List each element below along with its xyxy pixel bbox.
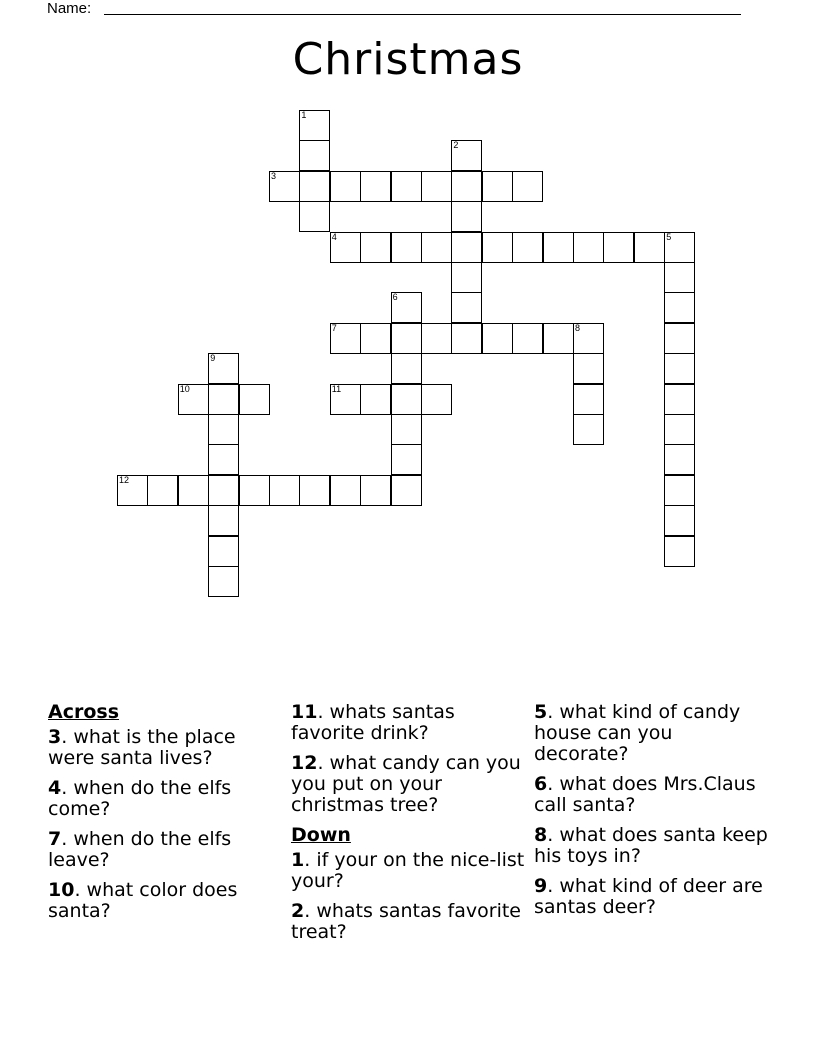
clue-text: what is the place were santa lives?: [48, 726, 236, 769]
clue-across-10: 10. what color does santa?: [48, 879, 238, 922]
clue-number: 9: [534, 875, 548, 897]
clue-down-8: 8. what does santa keep his toys in?: [534, 824, 768, 867]
grid-cell[interactable]: [299, 475, 330, 506]
clue-across-12: 12. what candy can you you put on your christmas tree?: [291, 752, 521, 816]
clue-number: 5: [534, 701, 548, 723]
grid-cell[interactable]: [664, 292, 695, 323]
grid-cell[interactable]: [208, 566, 239, 597]
across-heading: Across: [48, 701, 120, 723]
clue-number: 4: [48, 777, 62, 799]
clue-text: what does santa keep his toys in?: [534, 824, 768, 867]
cell-number: 12: [119, 474, 130, 485]
grid-cell[interactable]: [360, 475, 391, 506]
clue-text: whats santas favorite drink?: [291, 701, 455, 744]
grid-cell[interactable]: [482, 323, 513, 354]
grid-cell[interactable]: [330, 475, 361, 506]
grid-cell[interactable]: [634, 232, 665, 263]
page-title: Christmas: [292, 34, 524, 85]
cell-number: 2: [453, 140, 459, 151]
clue-across-3: 3. what is the place were santa lives?: [48, 726, 236, 769]
grid-cell[interactable]: [391, 232, 422, 263]
grid-cell[interactable]: [512, 232, 543, 263]
clue-text: whats santas favorite treat?: [291, 900, 521, 943]
grid-cell[interactable]: [573, 384, 604, 415]
grid-cell[interactable]: [299, 140, 330, 171]
clues-column-3: [534, 702, 769, 927]
grid-cell[interactable]: [451, 292, 482, 323]
grid-cell[interactable]: [482, 232, 513, 263]
grid-cell[interactable]: [451, 323, 482, 354]
grid-cell[interactable]: [208, 353, 239, 384]
grid-cell[interactable]: [208, 444, 239, 475]
cell-number: 1: [301, 110, 307, 120]
clue-down-6: 6. what does Mrs.Claus call santa?: [534, 773, 756, 816]
grid-cell[interactable]: [208, 475, 239, 506]
grid-cell[interactable]: [543, 323, 574, 354]
clues-column-1: [48, 702, 283, 931]
clue-text: what does Mrs.Claus call santa?: [534, 773, 756, 816]
grid-cell[interactable]: [512, 323, 543, 354]
clue-text: when do the elfs come?: [48, 777, 232, 820]
grid-cell[interactable]: [391, 353, 422, 384]
grid-cell[interactable]: [573, 323, 604, 354]
grid-cell[interactable]: [664, 353, 695, 384]
grid-cell[interactable]: [451, 140, 482, 171]
grid-cell[interactable]: [178, 384, 209, 415]
grid-cell[interactable]: [391, 475, 422, 506]
clue-number: 3: [48, 726, 62, 748]
grid-cell[interactable]: [330, 232, 361, 263]
grid-cell[interactable]: [239, 475, 270, 506]
clue-number: 2: [291, 900, 305, 922]
clue-down-1: 1. if your on the nice-list your?: [291, 849, 525, 892]
grid-cell[interactable]: [664, 475, 695, 506]
grid-cell[interactable]: [664, 323, 695, 354]
grid-cell[interactable]: [360, 323, 391, 354]
cell-number: 8: [575, 322, 581, 333]
grid-cell[interactable]: [573, 353, 604, 384]
grid-cell[interactable]: [391, 171, 422, 202]
grid-cell[interactable]: [208, 536, 239, 567]
name-label: Name:: [47, 0, 92, 17]
cell-number: 10: [179, 383, 190, 394]
grid-cell[interactable]: [421, 323, 452, 354]
grid-cell[interactable]: [299, 201, 330, 232]
grid-cell[interactable]: [360, 384, 391, 415]
grid-cell[interactable]: [664, 232, 695, 263]
grid-cell[interactable]: [269, 171, 300, 202]
grid-cell[interactable]: [451, 201, 482, 232]
clue-number: 12: [291, 752, 318, 774]
clue-across-7: 7. when do the elfs leave?: [48, 828, 232, 871]
grid-cell[interactable]: [573, 232, 604, 263]
grid-cell[interactable]: [147, 475, 178, 506]
grid-cell[interactable]: [360, 232, 391, 263]
grid-cell[interactable]: [330, 384, 361, 415]
grid-cell[interactable]: [451, 232, 482, 263]
grid-cell[interactable]: [512, 171, 543, 202]
grid-cell[interactable]: [664, 414, 695, 445]
grid-cell[interactable]: [664, 505, 695, 536]
grid-cell[interactable]: [391, 414, 422, 445]
cell-number: 4: [331, 231, 337, 242]
grid-cell[interactable]: [330, 171, 361, 202]
grid-cell[interactable]: [178, 475, 209, 506]
grid-cell[interactable]: [421, 171, 452, 202]
clue-number: 7: [48, 828, 62, 850]
grid-cell[interactable]: [391, 444, 422, 475]
clue-down-5: 5. what kind of candy house can you decorate?: [534, 701, 741, 765]
grid-cell[interactable]: [330, 323, 361, 354]
grid-cell[interactable]: [664, 384, 695, 415]
grid-cell[interactable]: [664, 262, 695, 293]
grid-cell[interactable]: [299, 171, 330, 202]
clue-number: 1: [291, 849, 305, 871]
cell-number: 7: [331, 322, 337, 333]
grid-cell[interactable]: [239, 384, 270, 415]
grid-cell[interactable]: [603, 232, 634, 263]
clue-across-4: 4. when do the elfs come?: [48, 777, 232, 820]
grid-cell[interactable]: [543, 232, 574, 263]
clue-number: 10: [48, 879, 75, 901]
clue-text: what color does santa?: [48, 879, 238, 922]
grid-cell[interactable]: [391, 323, 422, 354]
clue-text: what kind of deer are santas deer?: [534, 875, 763, 918]
clue-text: if your on the nice-list your?: [291, 849, 525, 892]
name-line[interactable]: [104, 14, 741, 15]
clue-down-2: 2. whats santas favorite treat?: [291, 900, 521, 943]
cell-number: 3: [271, 170, 277, 181]
grid-cell[interactable]: [573, 414, 604, 445]
cell-number: 6: [392, 292, 398, 303]
grid-cell[interactable]: [664, 536, 695, 567]
grid-cell[interactable]: [269, 475, 300, 506]
clues-column-2: [291, 702, 526, 952]
grid-cell[interactable]: [208, 384, 239, 415]
clue-text: when do the elfs leave?: [48, 828, 232, 871]
clue-text: what kind of candy house can you decorate?: [534, 701, 741, 765]
grid-cell[interactable]: [451, 262, 482, 293]
cell-number: 5: [666, 231, 672, 242]
clue-number: 6: [534, 773, 548, 795]
grid-cell[interactable]: [299, 110, 330, 141]
grid-cell[interactable]: [421, 232, 452, 263]
clue-across-11: 11. whats santas favorite drink?: [291, 701, 455, 744]
grid-cell[interactable]: [208, 414, 239, 445]
cell-number: 9: [210, 353, 216, 364]
grid-cell[interactable]: [391, 384, 422, 415]
grid-cell[interactable]: [117, 475, 148, 506]
clue-down-9: 9. what kind of deer are santas deer?: [534, 875, 763, 918]
grid-cell[interactable]: [208, 505, 239, 536]
grid-cell[interactable]: [664, 444, 695, 475]
grid-cell[interactable]: [421, 384, 452, 415]
clue-number: 8: [534, 824, 548, 846]
down-heading: Down: [291, 824, 351, 846]
grid-cell[interactable]: [451, 171, 482, 202]
grid-cell[interactable]: [391, 292, 422, 323]
clue-number: 11: [291, 701, 318, 723]
clue-text: what candy can you you put on your christmas tree?: [291, 752, 521, 816]
grid-cell[interactable]: [482, 171, 513, 202]
grid-cell[interactable]: [360, 171, 391, 202]
cell-number: 11: [331, 383, 342, 394]
